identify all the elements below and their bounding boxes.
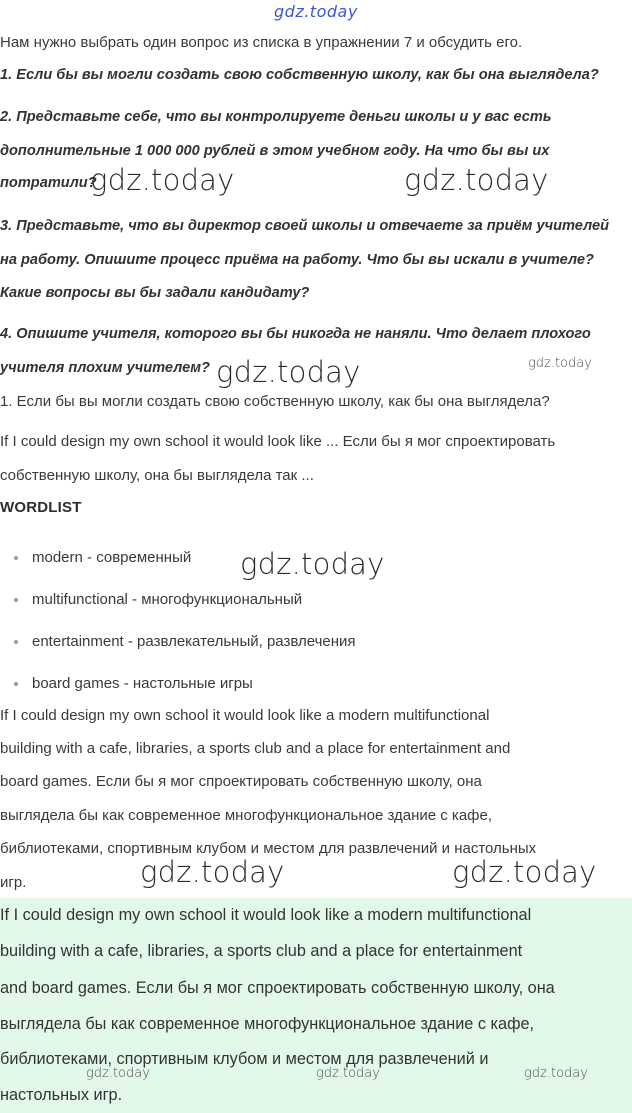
- question-3-line-3: Какие вопросы вы бы задали кандидату?: [0, 285, 310, 301]
- highlighted-answer-line: building with a cafe, libraries, a sports club and a place for entertainment: [0, 942, 523, 960]
- question-4-line-1: 4. Опишите учителя, которого вы бы никогда не наняли. Что делает плохого: [0, 326, 591, 342]
- answer-paragraph-line: If I could design my own school it would look like a modern multifunctional: [0, 707, 490, 724]
- question-2-line-1: 2. Представьте себе, что вы контролируете деньги школы и у вас есть: [0, 109, 552, 125]
- watermark-top: gdz.today: [274, 2, 358, 21]
- watermark: gdz.today: [452, 855, 597, 889]
- wordlist-item: board games - настольные игры: [14, 675, 253, 692]
- watermark: gdz.today: [90, 163, 235, 197]
- question-4-line-2: учителя плохим учителем?: [0, 360, 210, 376]
- highlighted-answer-line: настольных игр.: [0, 1086, 123, 1104]
- answer-paragraph-line: библиотеками, спортивным клубом и местом для развлечений и настольных: [0, 840, 537, 857]
- question-3-line-1: 3. Представьте, что вы директор своей школы и отвечаете за приём учителей: [0, 218, 609, 234]
- watermark: gdz.today: [140, 855, 285, 889]
- question-2-line-3: потратили?: [0, 175, 97, 191]
- answer-starter-line-2: собственную школу, она бы выглядела так ...: [0, 467, 314, 484]
- bullet-dot-icon: [14, 556, 18, 560]
- watermark: gdz.today: [216, 355, 361, 389]
- answer-starter-line-1: If I could design my own school it would look like ... Если бы я мог спроектировать: [0, 433, 556, 450]
- watermark-small: gdz.today: [524, 1066, 588, 1081]
- watermark-small: gdz.today: [86, 1066, 150, 1081]
- answer-paragraph-line: board games. Если бы я мог спроектировать собственную школу, она: [0, 773, 482, 790]
- question-3-line-2: на работу. Опишите процесс приёма на работу. Что бы вы искали в учителе?: [0, 252, 594, 268]
- chosen-question: 1. Если бы вы могли создать свою собственную школу, как бы она выглядела?: [0, 393, 550, 410]
- bullet-dot-icon: [14, 640, 18, 644]
- bullet-dot-icon: [14, 682, 18, 686]
- answer-paragraph-line: игр.: [0, 874, 27, 891]
- intro-text: Нам нужно выбрать один вопрос из списка в упражнении 7 и обсудить его.: [0, 34, 523, 51]
- question-1: 1. Если бы вы могли создать свою собственную школу, как бы она выглядела?: [0, 67, 599, 83]
- watermark: gdz.today: [404, 163, 549, 197]
- watermark-small: gdz.today: [528, 356, 592, 371]
- highlighted-answer-line: If I could design my own school it would look like a modern multifunctional: [0, 906, 532, 924]
- bullet-dot-icon: [14, 598, 18, 602]
- highlighted-answer-line: and board games. Если бы я мог спроектировать собственную школу, она: [0, 979, 555, 997]
- answer-paragraph-line: building with a cafe, libraries, a sports club and a place for entertainment and: [0, 740, 511, 757]
- wordlist-item: entertainment - развлекательный, развлечения: [14, 633, 356, 650]
- wordlist-heading: WORDLIST: [0, 499, 82, 516]
- watermark: gdz.today: [240, 547, 385, 581]
- answer-paragraph-line: выглядела бы как современное многофункциональное здание с кафе,: [0, 807, 493, 824]
- highlighted-answer-line: выглядела бы как современное многофункциональное здание с кафе,: [0, 1015, 535, 1033]
- wordlist-item: modern - современный: [14, 549, 191, 566]
- highlighted-answer-line: библиотеками, спортивным клубом и местом для развлечений и: [0, 1050, 489, 1068]
- watermark-small: gdz.today: [316, 1066, 380, 1081]
- wordlist-item: multifunctional - многофункциональный: [14, 591, 302, 608]
- question-2-line-2: дополнительные 1 000 000 рублей в этом учебном году. На что бы вы их: [0, 143, 550, 159]
